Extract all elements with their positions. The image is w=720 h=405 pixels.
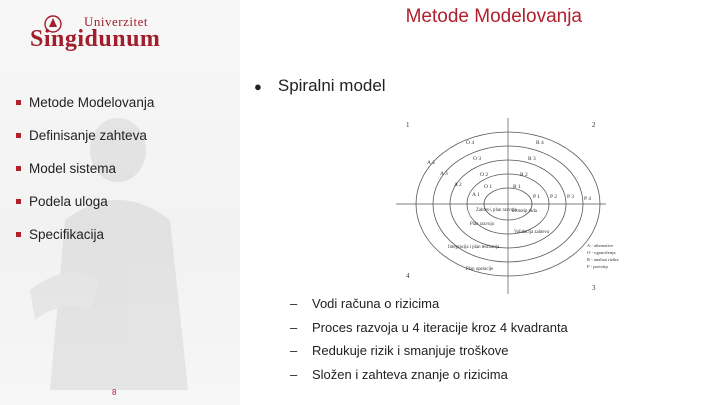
list-item: [290, 339, 568, 363]
square-bullet-icon: [16, 100, 21, 105]
ring-label-p3: P 3: [567, 194, 574, 200]
spiral-text-validacija: Validacija zahteva: [514, 230, 550, 235]
sidebar-item-podela-uloga[interactable]: [16, 185, 154, 218]
ring-label-o4: O 4: [466, 140, 475, 146]
page-number: 8: [112, 388, 117, 397]
sidebar-nav: [16, 86, 154, 251]
ring-label-r1: R 1: [513, 184, 521, 190]
list-item: [290, 363, 568, 387]
spiral-text-plan-razvoja: Plan razvoja: [470, 222, 494, 227]
quadrant-label-3: 3: [592, 284, 596, 292]
ring-label-r2: R 2: [520, 172, 528, 178]
dash-bullet-icon: –: [290, 319, 298, 335]
ring-label-a1: A 1: [472, 192, 480, 198]
key-points-list: [290, 292, 568, 386]
center-right-text: Prototip rada: [512, 209, 537, 214]
sidebar-item-label: Metode Modelovanja: [29, 95, 155, 110]
ring-label-p1: P 1: [533, 194, 540, 200]
main-bullet: [254, 76, 386, 96]
ring-label-a2: A 2: [454, 182, 462, 188]
quadrant-label-2: 2: [592, 121, 596, 129]
point-text: Vodi računa o rizicima: [312, 296, 440, 312]
sidebar-item-label: Model sistema: [29, 161, 117, 176]
logo-main-text: Singidunum: [30, 26, 161, 52]
dash-bullet-icon: –: [290, 296, 298, 312]
square-bullet-icon: [16, 199, 21, 204]
dash-bullet-icon: –: [290, 366, 298, 382]
square-bullet-icon: [16, 166, 21, 171]
legend-o: O - ograničenja: [587, 250, 616, 255]
point-text: Redukuje rizik i smanjuje troškove: [312, 343, 509, 359]
ring-label-o1: O 1: [484, 184, 493, 190]
square-bullet-icon: [16, 133, 21, 138]
spiral-model-diagram: [396, 118, 619, 294]
ring-label-o2: O 2: [480, 172, 489, 178]
bullet-dot-icon: ●: [254, 78, 262, 94]
university-logo: [22, 14, 162, 54]
logo-top-text: Univerzitet: [84, 14, 148, 29]
sidebar-item-label: Definisanje zahteva: [29, 128, 147, 143]
sidebar-item-label: Specifikacija: [29, 227, 105, 242]
sidebar-item-model-sistema[interactable]: [16, 152, 154, 185]
ring-label-a3: A 3: [440, 171, 448, 177]
point-text: Složen i zahteva znanje o rizicima: [312, 366, 508, 382]
point-text: Proces razvoja u 4 iteracije kroz 4 kvadranta: [312, 319, 568, 335]
legend-a: A - alternative: [587, 243, 614, 248]
quadrant-label-1: 1: [406, 121, 410, 129]
ring-label-a4: A 4: [427, 160, 435, 166]
spiral-text-integracija: Integracija i plan testiranja: [448, 245, 500, 250]
legend-p: P - prototip: [587, 264, 608, 269]
sidebar-item-metode-modelovanja[interactable]: [16, 86, 154, 119]
ring-label-r4: R 4: [536, 140, 544, 146]
main-bullet-text: Spiralni model: [277, 76, 386, 95]
legend-r: R - analiza rizika: [587, 257, 619, 262]
sidebar-item-definisanje-zahteva[interactable]: [16, 119, 154, 152]
ring-label-p2: P 2: [550, 194, 557, 200]
ring-label-p4: P 4: [584, 196, 591, 202]
list-item: [290, 292, 568, 316]
list-item: [290, 316, 568, 340]
sidebar-item-specifikacija[interactable]: [16, 218, 154, 251]
spiral-text-plan-operacije: Plan operacije: [466, 267, 494, 272]
dash-bullet-icon: –: [290, 343, 298, 359]
quadrant-label-4: 4: [406, 272, 410, 280]
sidebar-item-label: Podela uloga: [29, 194, 108, 209]
center-left-text: Zahtevi, plan razvoja: [476, 208, 517, 213]
page-title: Metode Modelovanja: [405, 6, 582, 27]
square-bullet-icon: [16, 232, 21, 237]
ring-label-o3: O 3: [473, 156, 482, 162]
ring-label-r3: R 3: [528, 156, 536, 162]
